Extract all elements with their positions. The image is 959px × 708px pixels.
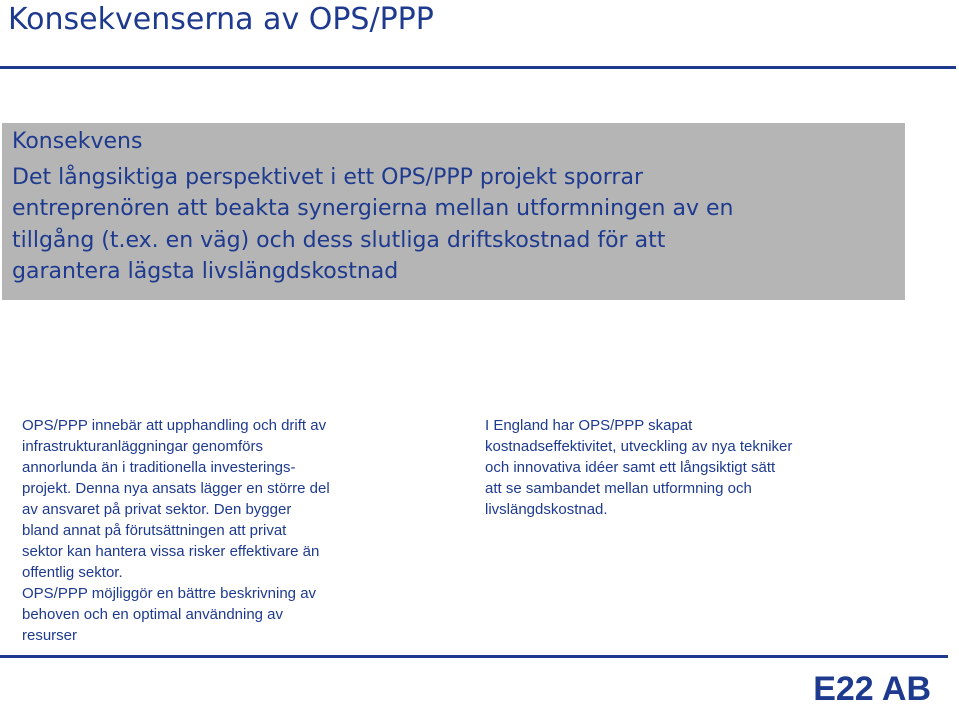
title-divider bbox=[0, 66, 956, 69]
right-column-line: livslängdskostnad. bbox=[485, 501, 608, 518]
left-column-line: sektor kan hantera vissa risker effektivare än bbox=[22, 543, 320, 560]
right-column-line: kostnadseffektivitet, utveckling av nya tekniker bbox=[485, 438, 793, 455]
left-column-line: OPS/PPP möjliggör en bättre beskrivning av bbox=[22, 585, 317, 602]
consequence-line: tillgång (t.ex. en väg) och dess slutliga driftskostnad för att bbox=[12, 228, 666, 253]
left-column-line: projekt. Denna nya ansats lägger en större del bbox=[22, 480, 330, 497]
consequence-heading: Konsekvens bbox=[12, 129, 143, 154]
footer-divider bbox=[0, 655, 948, 658]
left-column-line: behoven och en optimal användning av bbox=[22, 606, 284, 623]
right-column-line: att se sambandet mellan utformning och bbox=[485, 480, 752, 497]
left-column-line: resurser bbox=[22, 627, 78, 644]
right-column-line: I England har OPS/PPP skapat bbox=[485, 417, 693, 434]
company-logo: E22 AB bbox=[813, 670, 931, 708]
consequence-box bbox=[2, 123, 905, 300]
consequence-line: garantera lägsta livslängdskostnad bbox=[12, 259, 399, 284]
left-column-line: infrastrukturanläggningar genomförs bbox=[22, 438, 263, 455]
page-title: Konsekvenserna av OPS/PPP bbox=[8, 2, 434, 37]
consequence-line: Det långsiktiga perspektivet i ett OPS/PPP projekt sporrar bbox=[12, 165, 643, 190]
left-column-line: annorlunda än i traditionella investerings- bbox=[22, 459, 296, 476]
left-column-line: OPS/PPP innebär att upphandling och drift av bbox=[22, 417, 327, 434]
left-column-line: bland annat på förutsättningen att privat bbox=[22, 522, 287, 539]
right-column-line: och innovativa idéer samt ett långsiktigt sätt bbox=[485, 459, 776, 476]
consequence-line: entreprenören att beakta synergierna mellan utformningen av en bbox=[12, 196, 734, 221]
left-column-line: av ansvaret på privat sektor. Den bygger bbox=[22, 501, 292, 518]
left-column-line: offentlig sektor. bbox=[22, 564, 123, 581]
